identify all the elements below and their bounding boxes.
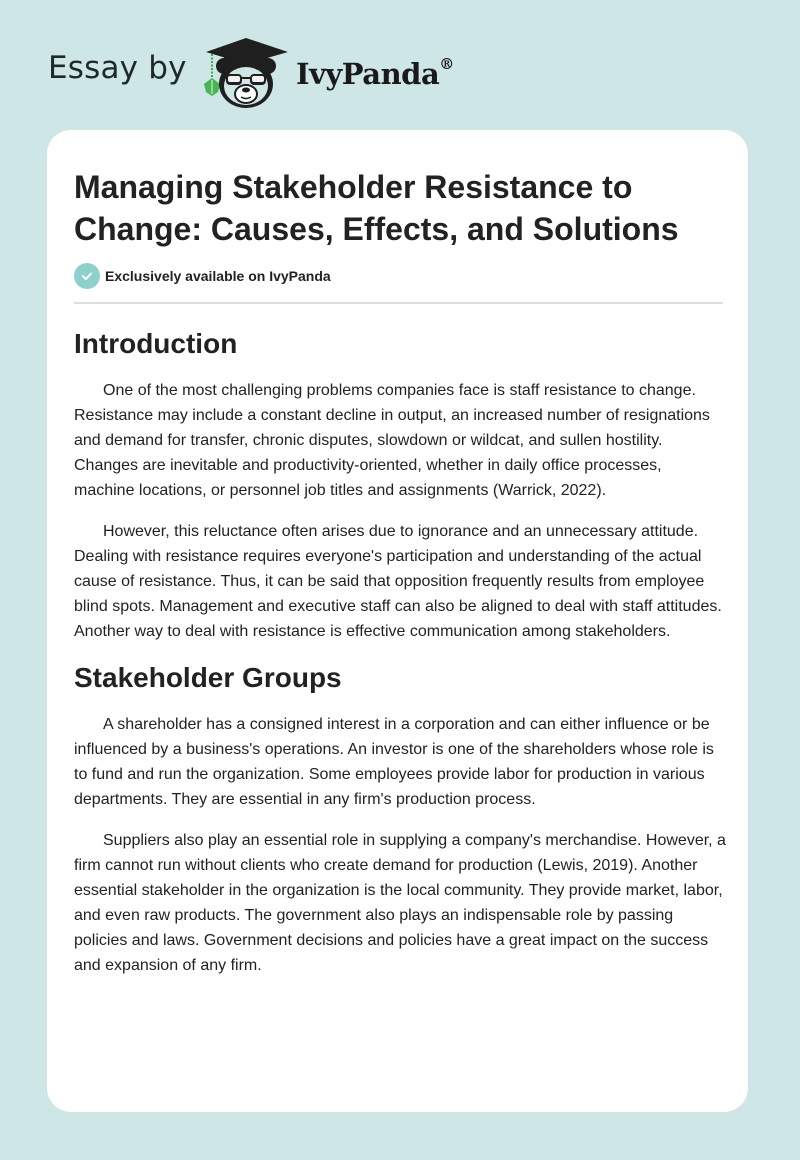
- registered-mark: ®: [439, 55, 454, 74]
- section-introduction: [74, 326, 726, 644]
- section-heading: Introduction: [74, 328, 238, 359]
- essay-by-label: Essay by: [48, 50, 187, 86]
- paragraph: A shareholder has a consigned interest in a corporation and can either influence or be influenced by a business's operations. An investor is one of the shareholders whose role is to fund and run the organization. Some employees provide labor for production in various departments. They are essential in any firm's production process.: [74, 716, 714, 808]
- site-header: [0, 0, 800, 130]
- essay-card: [47, 130, 748, 1112]
- page-title: Managing Stakeholder Resistance to Change: Causes, Effects, and Solutions: [74, 169, 679, 247]
- paragraph: However, this reluctance often arises due to ignorance and an unnecessary attitude. Dealing with resistance requires everyone's participation and understanding of the actual cause of resistance. Thus, it can be said that opposition frequently results from employee blind spots. Management and executive staff can also be aligned to deal with staff attitudes. Another way to deal with resistance is effective communication among stakeholders.: [74, 523, 722, 640]
- divider: [74, 302, 723, 304]
- panda-graduation-cap-icon[interactable]: [200, 34, 292, 110]
- section-stakeholder-groups: [74, 660, 726, 978]
- section-heading: Stakeholder Groups: [74, 662, 342, 693]
- paragraph: One of the most challenging problems companies face is staff resistance to change. Resistance may include a constant decline in output, an increased number of resignations and demand for transfer, chronic disputes, slowdown or wildcat, and sullen hostility. Changes are inevitable and productivity-oriented, whether in daily office processes, machine locations, or personnel job titles and assignments (Warrick, 2022).: [74, 382, 710, 499]
- exclusive-badge: [74, 263, 331, 289]
- check-circle-icon: [74, 263, 100, 289]
- article-body: [74, 326, 726, 994]
- paragraph: Suppliers also play an essential role in supplying a company's merchandise. However, a firm cannot run without clients who create demand for production (Lewis, 2019). Another essential stakeholder in the organization is the local community. They provide market, labor, and even raw products. The government also plays an indispensable role by passing policies and laws. Government decisions and policies have a great impact on the success and expansion of any firm.: [74, 832, 726, 974]
- badge-text: Exclusively available on IvyPanda: [105, 268, 331, 284]
- brand-name[interactable]: [296, 57, 454, 91]
- brand-name-text: IvyPanda: [296, 57, 440, 91]
